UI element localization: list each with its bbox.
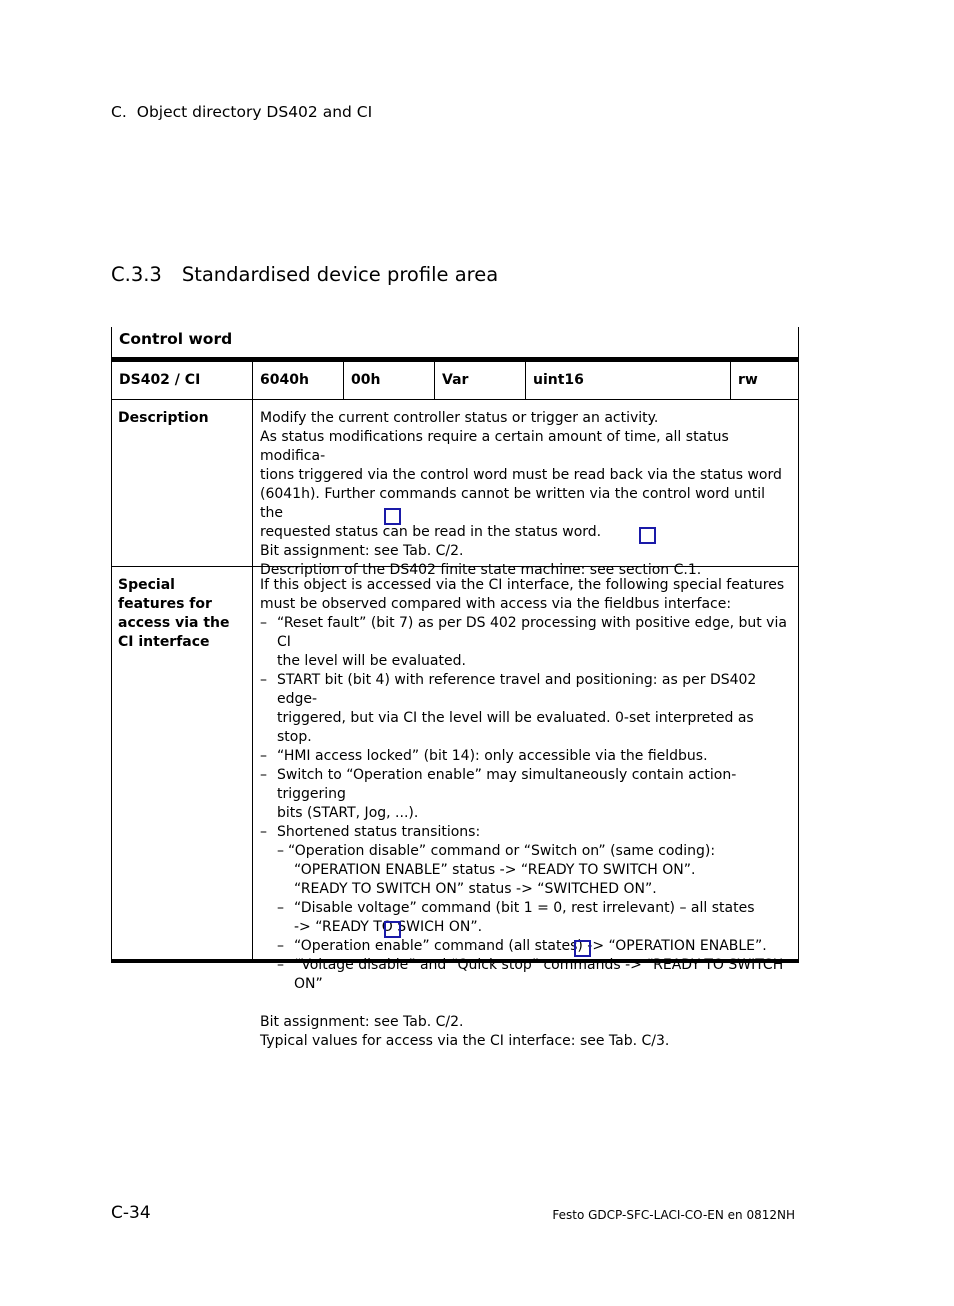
list-item: – Switch to “Operation enable” may simultaneously contain action-triggering: [260, 766, 790, 804]
link-marker[interactable]: [639, 527, 656, 544]
chapter-title: Object directory DS402 and CI: [136, 103, 373, 121]
sub-list-item-cont: “READY TO SWITCH ON” status -> “SWITCHED ON”.: [294, 881, 657, 897]
section-title: [111, 263, 498, 286]
link-marker[interactable]: [384, 508, 401, 525]
head-cell-datatype: uint16: [526, 362, 731, 399]
sub-list-item-cont: “OPERATION ENABLE” status -> “READY TO SWITCH ON”.: [294, 862, 696, 878]
link-marker[interactable]: [384, 921, 401, 938]
special-features-body: [253, 567, 798, 1049]
description-body: [253, 400, 798, 578]
description-row: [111, 400, 799, 578]
page-number: C-34: [111, 1203, 151, 1223]
sub-list-item: – “Operation enable” command (all states) -> “OPERATION ENABLE”.: [260, 937, 790, 956]
head-cell-index: 6040h: [253, 362, 344, 399]
section-number: C.3.3: [111, 263, 162, 286]
bit-assignment-line: Bit assignment: see Tab. C/2.: [260, 1014, 464, 1030]
head-cell-subindex: 00h: [344, 362, 435, 399]
description-line: (6041h). Further commands cannot be written via the control word until the: [260, 486, 766, 521]
sub-list-item: – “Disable voltage” command (bit 1 = 0, rest irrelevant) – all states: [260, 899, 790, 918]
list-item-cont: bits (START, Jog, ...).: [277, 805, 419, 821]
list-item: – START bit (bit 4) with reference travel and positioning: as per DS402 edge-: [260, 671, 790, 709]
table-title: Control word: [111, 327, 799, 357]
special-features-label: Special features for access via the CI interface: [112, 567, 253, 959]
description-line: As status modifications require a certain amount of time, all status modifica-: [260, 429, 729, 464]
control-word-table: [111, 327, 799, 1049]
description-line: Modify the current controller status or trigger an activity.: [260, 410, 659, 426]
description-line: requested status can be read in the status word.: [260, 524, 602, 540]
head-cell-profile: DS402 / CI: [112, 362, 253, 399]
link-marker[interactable]: [574, 940, 591, 957]
intro-line: must be observed compared with access via the fieldbus interface:: [260, 596, 732, 612]
typical-values-line: Typical values for access via the CI interface: see Tab. C/3.: [260, 1033, 670, 1049]
sub-list-item-cont: -> “READY TO SWICH ON”.: [294, 919, 483, 935]
list-item: – “Reset fault” (bit 7) as per DS 402 processing with positive edge, but via CI: [260, 614, 790, 652]
head-cell-type: Var: [435, 362, 526, 399]
intro-line: If this object is accessed via the CI interface, the following special features: [260, 577, 785, 593]
description-line: Bit assignment: see Tab. C/2.: [260, 543, 464, 559]
table-header-row: [111, 362, 799, 400]
chapter-number: C.: [111, 103, 127, 121]
document-id: Festo GDCP-SFC-LACI-CO-EN en 0812NH: [552, 1208, 795, 1222]
section-heading: Standardised device profile area: [181, 263, 499, 286]
special-features-row: [111, 567, 799, 1049]
list-item-cont: the level will be evaluated.: [277, 653, 466, 669]
running-header: [111, 103, 372, 121]
list-item-cont: triggered, but via CI the level will be evaluated. 0-set interpreted as stop.: [277, 710, 754, 745]
sub-list-item: – “Operation disable” command or “Switch on” (same coding):: [260, 842, 790, 861]
list-item: – Shortened status transitions:: [260, 823, 790, 842]
head-cell-access: rw: [738, 372, 758, 388]
description-line: Description of the DS402 finite state machine: see section C.1.: [260, 562, 702, 578]
sub-list-item: – “Voltage disable” and “Quick stop” commands -> “READY TO SWITCH ON”: [260, 956, 790, 994]
description-label: Description: [112, 400, 253, 566]
list-item: – “HMI access locked” (bit 14): only accessible via the fieldbus.: [260, 747, 790, 766]
description-line: tions triggered via the control word must be read back via the status word: [260, 467, 782, 483]
